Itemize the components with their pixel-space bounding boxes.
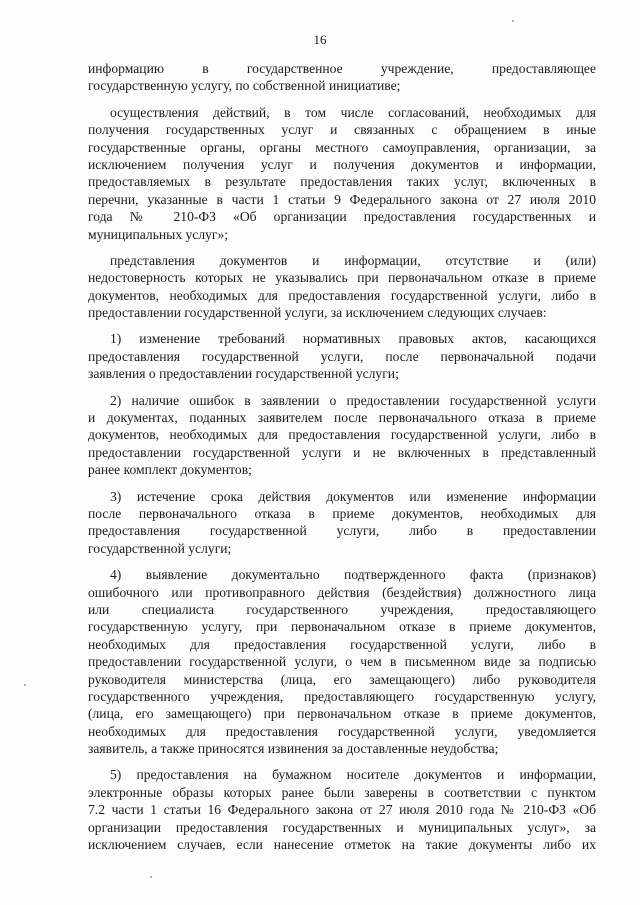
text-line: заявления о предоставлении государственной услуги; (88, 366, 399, 382)
text-line: государственные органы, органы местного самоуправления, организации, за (88, 139, 596, 155)
text-line: документов, необходимых для предоставления государственной услуги, либо в (88, 427, 596, 443)
text-line: перечни, указанные в части 1 статьи 9 Федерального закона от 27 июля 2010 (88, 191, 596, 207)
text-line: исключением получения услуг и получения документов и информации, (88, 156, 596, 172)
scan-speck (150, 876, 152, 878)
page-number: 16 (313, 32, 327, 47)
text-line: государственную услугу, по собственной инициативе; (88, 78, 401, 94)
text-line: государственного учреждения, предоставляющего государственную услугу, (88, 688, 596, 704)
text-line: года № 210-ФЗ «Об организации предоставления государственных и (88, 209, 596, 225)
text-line: государственной услуги; (88, 540, 232, 556)
text-line: 5) предоставления на бумажном носителе документов и информации, (110, 767, 596, 783)
text-line: предоставлении государственной услуги и не включенных в представленный (88, 444, 596, 460)
paragraph (88, 252, 596, 322)
text-line: недостоверность которых не указывались при первоначальном отказе в приеме (88, 270, 596, 286)
text-line: после первоначального отказа в приеме документов, необходимых для (88, 505, 596, 521)
text-line: ошибочного или противоправного действия (бездействия) должностного лица (88, 584, 596, 600)
text-line: необходимых для предоставления государственной услуги, либо в (88, 636, 596, 652)
text-line: 2) наличие ошибок в заявлении о предоставлении государственной услуги (110, 392, 596, 408)
text-line: организации предоставления государственных и муниципальных услуг», за (88, 819, 596, 835)
text-line: 7.2 части 1 статьи 16 Федерального закона от 27 июля 2010 года № 210-ФЗ «Об (88, 802, 596, 818)
text-line: представления документов и информации, отсутствие и (или) (110, 252, 596, 268)
text-line: предоставляемых в результате предоставления таких услуг, включенных в (88, 174, 596, 190)
text-line: необходимых для предоставления государственной услуги, уведомляется (88, 723, 596, 739)
text-line: 3) истечение срока действия документов или изменение информации (110, 488, 596, 504)
paragraph (88, 488, 596, 558)
text-line: муниципальных услуг»; (88, 226, 229, 242)
text-line: электронные образы которых ранее были заверены в соответствии с пунктом (88, 784, 596, 800)
text-line: исключением случаев, если нанесение отметок на такие документы либо их (88, 837, 596, 853)
paragraph (88, 392, 596, 479)
paragraph (88, 566, 596, 757)
text-line: осуществления действий, в том числе согласований, необходимых для (110, 104, 596, 120)
scan-speck (512, 20, 514, 22)
paragraph (88, 766, 596, 853)
text-line: или специалиста государственного учреждения, предоставляющего (88, 601, 596, 617)
paragraph (88, 330, 596, 382)
document-body (88, 60, 596, 862)
text-line: предоставлении государственной услуги, за исключением следующих случаев: (88, 305, 547, 321)
text-line: предоставлении государственной услуги, о чем в письменном виде за подписью (88, 654, 596, 670)
text-line: документов, необходимых для предоставления государственной услуги, либо в (88, 287, 596, 303)
text-line: 1) изменение требований нормативных правовых актов, касающихся (110, 331, 596, 347)
paragraph (88, 104, 596, 243)
text-line: предоставления государственной услуги, после первоначальной подачи (88, 348, 596, 364)
text-line: информацию в государственное учреждение, предоставляющее (88, 61, 596, 76)
text-line: (лица, его замещающего) при первоначальном отказе в приеме документов, (88, 706, 596, 722)
scan-speck (24, 684, 26, 686)
text-line: и документах, поданных заявителем после первоначального отказа в приеме (88, 410, 596, 426)
text-line: заявитель, а также приносятся извинения за доставленные неудобства; (88, 741, 499, 757)
text-line: руководителя министерства (лица, его замещающего) либо руководителя (88, 671, 596, 687)
text-line: 4) выявление документально подтвержденного факта (признаков) (110, 567, 596, 583)
text-line: получения государственных услуг и связанных с обращением в иные (88, 122, 596, 138)
paragraph (88, 60, 596, 95)
text-line: государственную услугу, при первоначальном отказе в приеме документов, (88, 619, 596, 635)
text-line: предоставления государственной услуги, либо в предоставлении (88, 523, 596, 539)
text-line: ранее комплект документов; (88, 462, 252, 478)
